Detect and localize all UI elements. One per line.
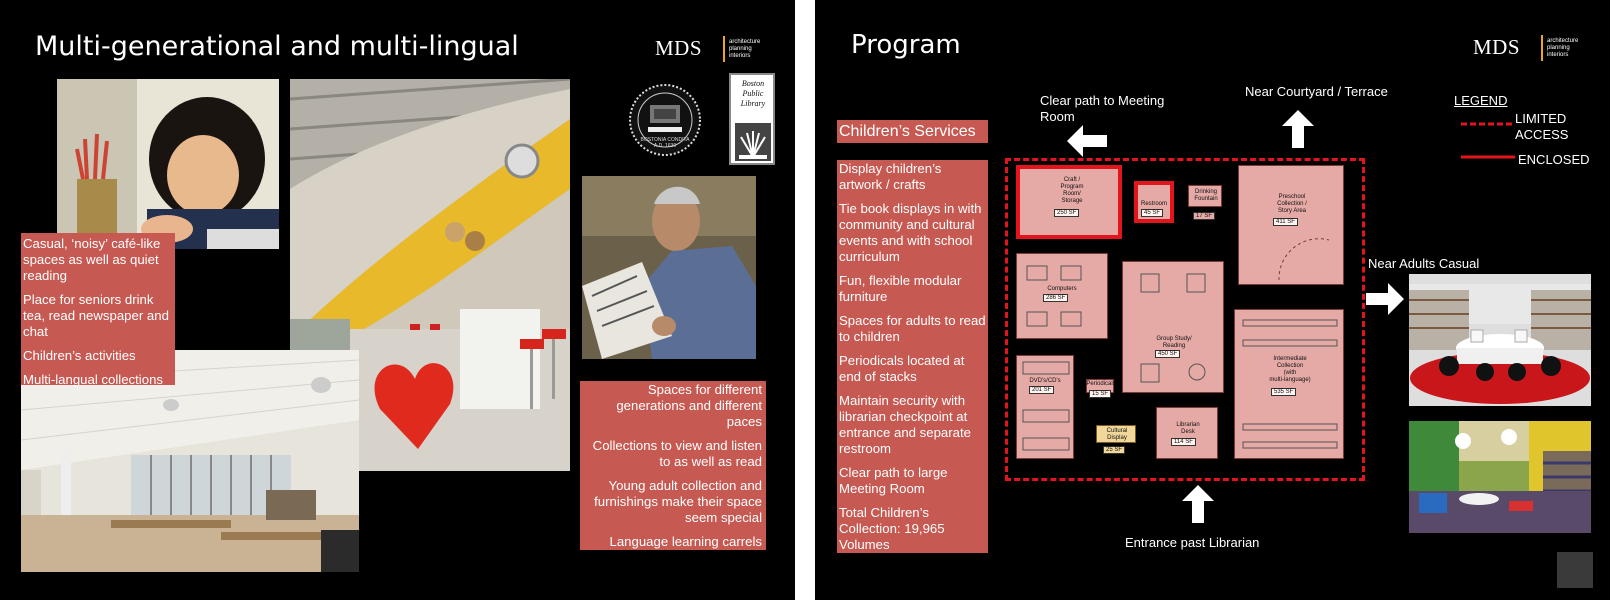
room-label: Restroom — [1140, 201, 1167, 207]
bpl-logo — [729, 73, 775, 165]
logo-divider — [723, 36, 725, 62]
arrow-up-entrance-icon — [1182, 485, 1214, 523]
list-item: Maintain security with librarian checkpoint at entrance and separate restroom — [839, 393, 971, 456]
room-label: Group Study/ Reading — [1156, 336, 1192, 349]
list-item: Total Children’s Collection: 19,965 Volumes — [839, 505, 945, 552]
room-periodicals — [1086, 379, 1116, 397]
room-sf: 201 SF — [1029, 386, 1054, 394]
slide-title: Program — [851, 30, 961, 60]
floor-plan — [1005, 158, 1365, 481]
room-librarian-desk — [1156, 407, 1218, 459]
room-dvd — [1016, 355, 1074, 459]
room-computers — [1016, 253, 1108, 339]
slide-program — [815, 0, 1610, 600]
feature-item: Casual, ‘noisy’ café-like spaces as well as quiet reading — [23, 236, 161, 283]
list-item: Display children’s artwork / crafts — [839, 161, 942, 192]
list-item: Tie book displays in with community and cultural events and with school curriculum — [839, 201, 982, 264]
photo-adults-casual — [1409, 274, 1591, 406]
room-sf: 286 SF — [1043, 294, 1068, 302]
arrow-up-icon — [1282, 110, 1314, 148]
room-sf: 114 SF — [1171, 438, 1196, 446]
annotation-clear-path: Clear path to Meeting Room — [1040, 93, 1165, 124]
slide-nav-button[interactable] — [1557, 552, 1593, 588]
room-label: Craft / Program Room/ Storage — [1060, 177, 1084, 204]
legend-enclosed: ENCLOSED — [1518, 152, 1590, 167]
room-cultural-display — [1096, 425, 1136, 453]
room-sf: 250 SF — [1054, 209, 1079, 217]
legend-title: LEGEND — [1454, 93, 1508, 108]
feature-item: Language learning carrels — [609, 534, 762, 549]
features-box-left — [21, 233, 175, 385]
room-label: DVD's/CD's — [1029, 378, 1061, 384]
feature-item: Collections to view and listen to as well as read — [592, 438, 762, 469]
room-sf: 17 SF — [1193, 212, 1215, 220]
room-fountain — [1188, 185, 1222, 219]
seal-text: BOSTONIA CONDITA A.D. 1630 — [640, 137, 690, 149]
room-sf: 25 SF — [1103, 446, 1125, 454]
feature-item: Young adult collection and furnishings make their space seem special — [594, 478, 762, 525]
room-restroom — [1134, 181, 1174, 223]
children-services-list — [837, 160, 988, 553]
city-seal-icon — [628, 83, 702, 157]
feature-item: Multi-langual collections — [23, 372, 164, 387]
room-preschool — [1238, 165, 1344, 285]
slide-title: Multi-generational and multi-lingual — [35, 31, 519, 62]
bpl-leaf-icon — [735, 123, 771, 161]
mds-logo: MDS — [1473, 35, 1521, 59]
room-craft — [1016, 165, 1122, 239]
section-heading: Children’s Services — [837, 120, 988, 143]
arrow-right-icon — [1366, 283, 1404, 315]
room-sf: 535 SF — [1271, 388, 1296, 396]
room-sf: 15 SF — [1089, 390, 1111, 398]
list-item: Periodicals located at end of stacks — [839, 353, 965, 384]
room-sf: 450 SF — [1155, 350, 1180, 358]
list-item: Spaces for adults to read to children — [839, 313, 986, 344]
arrow-left-icon — [1067, 125, 1107, 157]
mds-logo: MDS — [655, 36, 703, 60]
room-label: Computers — [1047, 286, 1077, 292]
room-sf: 45 SF — [1141, 209, 1163, 217]
mds-logo-subtitle: architecture planning interiors — [729, 39, 761, 59]
room-label: Preschool Collection / Story Area — [1277, 194, 1307, 214]
legend-dashed-line-icon — [1461, 120, 1515, 128]
photo-senior-newspaper — [582, 176, 756, 359]
legend-solid-line-icon — [1461, 153, 1515, 161]
list-item: Fun, flexible modular furniture — [839, 273, 962, 304]
slide-multigenerational — [0, 0, 795, 600]
room-label: Drinking Fountain — [1194, 189, 1218, 202]
room-group-study — [1122, 261, 1224, 393]
legend-limited-access: LIMITED ACCESS — [1515, 111, 1569, 142]
mds-logo-subtitle: architecture planning interiors — [1547, 38, 1579, 58]
photo-children-area — [1409, 421, 1591, 533]
photo-child-reading — [57, 79, 279, 249]
logo-divider — [1541, 35, 1543, 61]
list-item: Clear path to large Meeting Room — [839, 465, 948, 496]
room-label: Librarian Desk — [1176, 422, 1200, 435]
room-sf: 411 SF — [1273, 218, 1298, 226]
bpl-logo-text: Boston Public Library — [740, 79, 766, 108]
features-box-right — [580, 381, 766, 550]
feature-item: Children’s activities — [23, 348, 136, 363]
annotation-adults-casual: Near Adults Casual — [1368, 256, 1480, 271]
annotation-courtyard: Near Courtyard / Terrace — [1245, 84, 1388, 99]
room-label: Intermediate Collection (with multi-language) — [1269, 356, 1311, 383]
room-label: Periodicals — [1086, 381, 1116, 387]
room-intermediate — [1234, 309, 1344, 459]
feature-item: Place for seniors drink tea, read newspaper and chat — [23, 292, 169, 339]
room-label: Cultural Display — [1106, 428, 1128, 441]
annotation-entrance: Entrance past Librarian — [1125, 535, 1260, 550]
feature-item: Spaces for different generations and different paces — [616, 382, 762, 429]
